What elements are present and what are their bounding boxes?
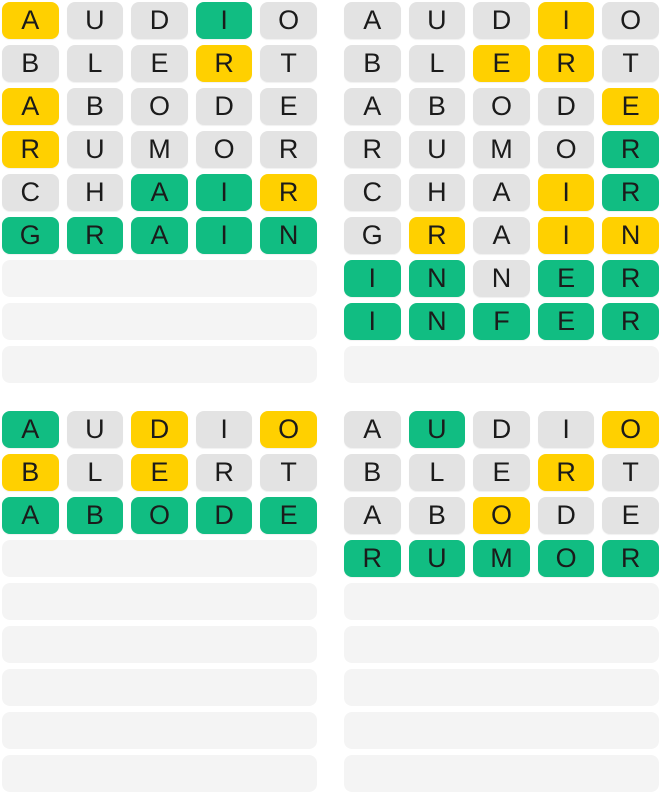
letter-tile: U [67, 411, 124, 448]
empty-guess-row [344, 346, 659, 383]
letter-tile: U [409, 131, 466, 168]
letter-tile: R [538, 45, 595, 82]
letter-tile: B [2, 454, 59, 491]
empty-guess-row [344, 712, 659, 749]
letter-tile: B [344, 454, 401, 491]
letter-tile: O [473, 497, 530, 534]
board-top-right [344, 2, 659, 386]
letter-tile: I [344, 260, 401, 297]
empty-guess-row [344, 626, 659, 663]
empty-guess-row [2, 583, 317, 620]
guess-row [2, 217, 317, 254]
guess-row [2, 45, 317, 82]
letter-tile: F [473, 303, 530, 340]
letter-tile: A [473, 217, 530, 254]
empty-guess-row [2, 260, 317, 297]
letter-tile: B [409, 88, 466, 125]
letter-tile: A [344, 411, 401, 448]
letter-tile: O [602, 411, 659, 448]
letter-tile: U [409, 2, 466, 39]
letter-tile: M [131, 131, 188, 168]
empty-guess-row [2, 303, 317, 340]
letter-tile: E [131, 454, 188, 491]
letter-tile: B [67, 88, 124, 125]
letter-tile: R [67, 217, 124, 254]
letter-tile: O [602, 2, 659, 39]
letter-tile: A [2, 411, 59, 448]
guess-row [344, 217, 659, 254]
letter-tile: U [409, 540, 466, 577]
letter-tile: I [196, 217, 253, 254]
letter-tile: I [538, 217, 595, 254]
letter-tile: O [131, 497, 188, 534]
letter-tile: B [409, 497, 466, 534]
letter-tile: D [196, 88, 253, 125]
empty-guess-row [2, 346, 317, 383]
letter-tile: A [344, 88, 401, 125]
guess-row [2, 454, 317, 491]
letter-tile: R [602, 303, 659, 340]
letter-tile: A [473, 174, 530, 211]
letter-tile: N [260, 217, 317, 254]
letter-tile: A [344, 497, 401, 534]
letter-tile: D [131, 2, 188, 39]
letter-tile: O [538, 540, 595, 577]
letter-tile: E [602, 497, 659, 534]
empty-guess-row [2, 626, 317, 663]
empty-guess-row [344, 583, 659, 620]
empty-guess-row [2, 540, 317, 577]
letter-tile: D [473, 411, 530, 448]
letter-tile: H [409, 174, 466, 211]
letter-tile: A [2, 2, 59, 39]
letter-tile: R [260, 174, 317, 211]
empty-guess-row [2, 755, 317, 792]
letter-tile: N [473, 260, 530, 297]
guess-row [344, 411, 659, 448]
letter-tile: N [409, 303, 466, 340]
letter-tile: T [602, 454, 659, 491]
letter-tile: B [67, 497, 124, 534]
letter-tile: E [260, 88, 317, 125]
letter-tile: T [260, 45, 317, 82]
guess-row [2, 174, 317, 211]
letter-tile: D [196, 497, 253, 534]
letter-tile: R [602, 131, 659, 168]
letter-tile: A [131, 174, 188, 211]
letter-tile: I [538, 411, 595, 448]
letter-tile: R [196, 45, 253, 82]
letter-tile: D [473, 2, 530, 39]
letter-tile: U [67, 131, 124, 168]
letter-tile: D [538, 497, 595, 534]
letter-tile: C [344, 174, 401, 211]
guess-row [344, 174, 659, 211]
letter-tile: O [260, 2, 317, 39]
empty-guess-row [2, 712, 317, 749]
letter-tile: O [538, 131, 595, 168]
letter-tile: I [344, 303, 401, 340]
letter-tile: O [260, 411, 317, 448]
letter-tile: I [196, 2, 253, 39]
guess-row [2, 131, 317, 168]
letter-tile: E [260, 497, 317, 534]
board-top-left [2, 2, 317, 386]
letter-tile: O [473, 88, 530, 125]
letter-tile: I [538, 174, 595, 211]
letter-tile: O [196, 131, 253, 168]
guess-row [344, 303, 659, 340]
letter-tile: N [409, 260, 466, 297]
guess-row [344, 131, 659, 168]
letter-tile: R [602, 174, 659, 211]
letter-tile: G [2, 217, 59, 254]
letter-tile: A [2, 88, 59, 125]
letter-tile: E [538, 303, 595, 340]
letter-tile: I [538, 2, 595, 39]
guess-row [344, 88, 659, 125]
letter-tile: D [538, 88, 595, 125]
letter-tile: O [131, 88, 188, 125]
guess-row [344, 540, 659, 577]
letter-tile: E [538, 260, 595, 297]
letter-tile: U [67, 2, 124, 39]
letter-tile: R [602, 260, 659, 297]
guess-row [2, 497, 317, 534]
letter-tile: R [538, 454, 595, 491]
empty-guess-row [2, 669, 317, 706]
letter-tile: L [409, 45, 466, 82]
empty-guess-row [344, 755, 659, 792]
letter-tile: A [131, 217, 188, 254]
letter-tile: E [473, 454, 530, 491]
guess-row [344, 45, 659, 82]
letter-tile: G [344, 217, 401, 254]
letter-tile: E [131, 45, 188, 82]
letter-tile: A [344, 2, 401, 39]
letter-tile: R [260, 131, 317, 168]
letter-tile: I [196, 174, 253, 211]
guess-row [2, 2, 317, 39]
guess-row [2, 411, 317, 448]
guess-row [344, 260, 659, 297]
letter-tile: M [473, 540, 530, 577]
letter-tile: N [602, 217, 659, 254]
letter-tile: L [67, 45, 124, 82]
letter-tile: L [67, 454, 124, 491]
board-bottom-right [344, 411, 659, 795]
letter-tile: R [2, 131, 59, 168]
empty-guess-row [344, 669, 659, 706]
guess-row [344, 497, 659, 534]
letter-tile: D [131, 411, 188, 448]
board-bottom-left [2, 411, 317, 795]
guess-row [2, 88, 317, 125]
guess-row [344, 454, 659, 491]
letter-tile: T [602, 45, 659, 82]
letter-tile: I [196, 411, 253, 448]
letter-tile: E [473, 45, 530, 82]
letter-tile: U [409, 411, 466, 448]
letter-tile: H [67, 174, 124, 211]
letter-tile: R [344, 540, 401, 577]
letter-tile: E [602, 88, 659, 125]
letter-tile: R [196, 454, 253, 491]
letter-tile: R [409, 217, 466, 254]
letter-tile: C [2, 174, 59, 211]
letter-tile: R [602, 540, 659, 577]
letter-tile: B [2, 45, 59, 82]
letter-tile: L [409, 454, 466, 491]
letter-tile: T [260, 454, 317, 491]
letter-tile: R [344, 131, 401, 168]
guess-row [344, 2, 659, 39]
letter-tile: M [473, 131, 530, 168]
letter-tile: B [344, 45, 401, 82]
letter-tile: A [2, 497, 59, 534]
